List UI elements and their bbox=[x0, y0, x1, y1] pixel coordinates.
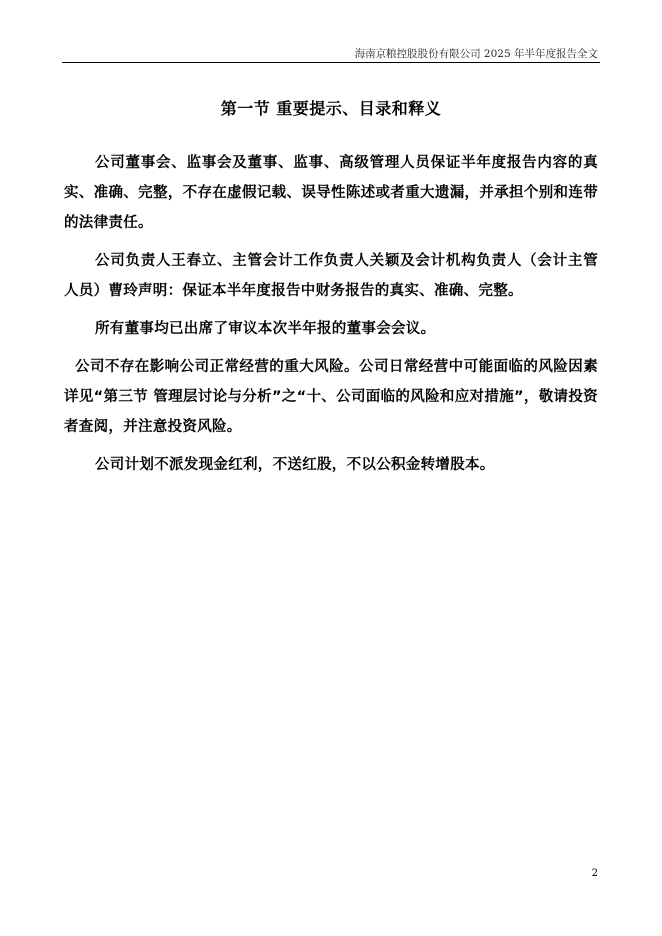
paragraph-dividend: 公司计划不派发现金红利，不送红股，不以公积金转增股本。 bbox=[95, 457, 495, 473]
paragraph-declaration: 公司负责人王春立、主管会计工作负责人关颖及会计机构负责人（会计主管人员）曹玲声明：保证本半年度报告中财务报告的真实、准确、完整。 bbox=[64, 253, 598, 299]
page-number: 2 bbox=[591, 868, 598, 879]
paragraph-risk: 公司不存在影响公司正常经营的重大风险。公司日常经营中可能面临的风险因素详见“第三节 管理层讨论与分析”之“十、公司面临的风险和应对措施”，敬请投资者查阅，并注意投资风险。 bbox=[64, 359, 598, 435]
section-title: 第一节 重要提示、目录和释义 bbox=[220, 99, 442, 118]
running-header: 海南京粮控股股份有限公司 2025 年半年度报告全文 bbox=[354, 48, 598, 60]
document-body bbox=[64, 148, 598, 488]
header-rule bbox=[62, 62, 600, 63]
paragraph-responsibility: 公司董事会、监事会及董事、监事、高级管理人员保证半年度报告内容的真实、准确、完整，不存在虚假记载、误导性陈述或者重大遗漏，并承担个别和连带的法律责任。 bbox=[64, 155, 598, 231]
paragraph-attendance: 所有董事均已出席了审议本次半年报的董事会会议。 bbox=[95, 321, 436, 337]
